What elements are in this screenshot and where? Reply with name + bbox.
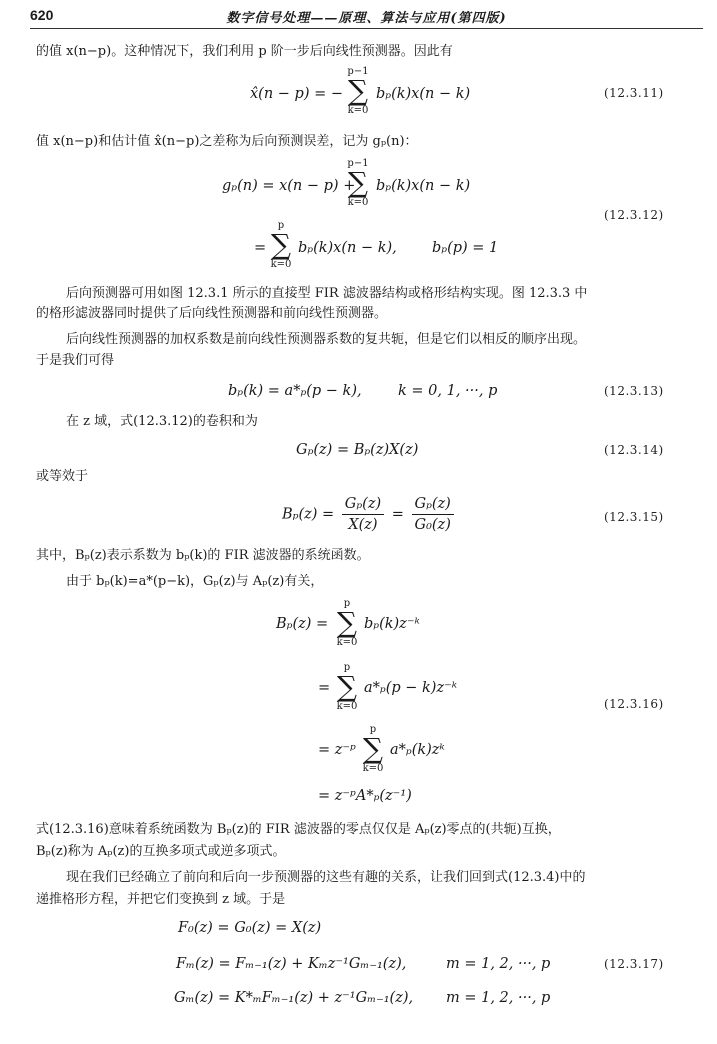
page-number: 620 bbox=[30, 7, 54, 23]
paragraph-10-line-1: 现在我们已经确立了前向和后向一步预测器的这些有趣的关系，让我们回到式(12.3.4)中的 bbox=[66, 870, 586, 885]
eq16-upper-1: p bbox=[343, 598, 351, 609]
eq16-sum-1 bbox=[334, 598, 360, 648]
eq16-line4: = z⁻ᵖA*ₚ(z⁻¹) bbox=[318, 788, 412, 804]
eq11-lhs: x̂(n − p) = − bbox=[250, 86, 343, 102]
eq12-lower-1: k=0 bbox=[347, 197, 369, 208]
paragraph-5: 在 z 域，式(12.3.12)的卷积和为 bbox=[66, 414, 258, 429]
eq12-number: (12.3.12) bbox=[604, 208, 664, 222]
paragraph-2: 值 x(n−p)和估计值 x̂(n−p)之差称为后向预测误差，记为 gₚ(n)： bbox=[36, 134, 418, 149]
eq15-num-2: Gₚ(z) bbox=[412, 495, 454, 515]
eq15-fraction-1 bbox=[342, 495, 384, 534]
eq16-lower-3: k=0 bbox=[362, 763, 384, 774]
eq17-line3: Gₘ(z) = K*ₘFₘ₋₁(z) + z⁻¹Gₘ₋₁(z), bbox=[174, 990, 414, 1006]
paragraph-3-line-1: 后向预测器可用如图 12.3.1 所示的直接型 FIR 滤波器结构或格形结构实现。图 12.3.3 中 bbox=[66, 286, 588, 301]
eq16-line3-rhs: a*ₚ(k)zᵏ bbox=[390, 742, 445, 758]
sigma-symbol: ∑ bbox=[348, 166, 368, 199]
eq12-lower-2: k=0 bbox=[270, 259, 292, 270]
paragraph-9-line-1: 式(12.3.16)意味着系统函数为 Bₚ(z)的 FIR 滤波器的零点仅仅是 Aₚ(z)零点的(共轭)互换， bbox=[36, 822, 561, 837]
eq12-line1-rhs: bₚ(k)x(n − k) bbox=[376, 178, 471, 194]
eq13-cond: k = 0, 1, ···, p bbox=[398, 383, 498, 399]
eq12-line1-lhs: gₚ(n) = x(n − p) + bbox=[222, 178, 356, 194]
paragraph-6: 或等效于 bbox=[36, 469, 89, 484]
sigma-symbol: ∑ bbox=[363, 732, 383, 765]
eq17-line2: Fₘ(z) = Fₘ₋₁(z) + Kₘz⁻¹Gₘ₋₁(z), bbox=[176, 956, 407, 972]
eq11-number: (12.3.11) bbox=[604, 86, 664, 100]
paragraph-7: 其中，Bₚ(z)表示系数为 bₚ(k)的 FIR 滤波器的系统函数。 bbox=[36, 548, 370, 563]
sigma-symbol: ∑ bbox=[337, 670, 357, 703]
eq16-line3-lhs: = z⁻ᵖ bbox=[318, 742, 356, 758]
eq14-number: (12.3.14) bbox=[604, 443, 664, 457]
eq16-upper-3: p bbox=[369, 724, 377, 735]
eq11-upper: p−1 bbox=[347, 66, 369, 77]
eq12-line2-rhs: bₚ(k)x(n − k), bbox=[298, 240, 397, 256]
eq12-sum-1 bbox=[345, 158, 371, 208]
eq11-lower: k=0 bbox=[347, 105, 369, 116]
paragraph-1: 的值 x(n−p)。这种情况下，我们利用 p 阶一步后向线性预测器。因此有 bbox=[36, 44, 453, 59]
eq15-den-1: X(z) bbox=[348, 517, 378, 533]
eq15-number: (12.3.15) bbox=[604, 510, 664, 524]
eq15-fraction-2 bbox=[412, 495, 454, 534]
eq17-line3-cond: m = 1, 2, ···, p bbox=[446, 990, 551, 1006]
eq12-line2-cond: bₚ(p) = 1 bbox=[432, 240, 499, 256]
paragraph-4-line-1: 后向线性预测器的加权系数是前向线性预测器系数的复共轭，但是它们以相反的顺序出现。 bbox=[66, 332, 587, 347]
sigma-symbol: ∑ bbox=[337, 606, 357, 639]
eq16-line2-lhs: = bbox=[318, 680, 331, 696]
eq16-line1-lhs: Bₚ(z) = bbox=[276, 616, 329, 632]
eq12-upper-1: p−1 bbox=[347, 158, 369, 169]
paragraph-3-line-2: 的格形滤波器同时提供了后向线性预测器和前向线性预测器。 bbox=[36, 306, 388, 321]
sigma-symbol: ∑ bbox=[348, 74, 368, 107]
eq11-sum bbox=[345, 66, 371, 116]
eq14-body: Gₚ(z) = Bₚ(z)X(z) bbox=[296, 442, 419, 458]
running-title: 数字信号处理——原理、算法与应用(第四版) bbox=[226, 11, 507, 26]
eq16-sum-3 bbox=[360, 724, 386, 774]
eq17-number: (12.3.17) bbox=[604, 957, 664, 971]
eq15-lhs: Bₚ(z) = bbox=[282, 506, 335, 523]
eq15-num-1: Gₚ(z) bbox=[342, 495, 384, 515]
eq16-lower-1: k=0 bbox=[336, 637, 358, 648]
eq16-line2-rhs: a*ₚ(p − k)z⁻ᵏ bbox=[364, 680, 458, 696]
eq17-line2-cond: m = 1, 2, ···, p bbox=[446, 956, 551, 972]
eq15-row bbox=[282, 495, 457, 534]
eq15-den-2: G₀(z) bbox=[414, 517, 451, 533]
sigma-symbol: ∑ bbox=[271, 228, 291, 261]
eq12-line2-lhs: = bbox=[254, 240, 267, 256]
eq16-upper-2: p bbox=[343, 662, 351, 673]
eq15-equals: = bbox=[391, 506, 404, 523]
eq13-number: (12.3.13) bbox=[604, 384, 664, 398]
eq16-line1-rhs: bₚ(k)z⁻ᵏ bbox=[364, 616, 420, 632]
eq12-upper-2: p bbox=[277, 220, 285, 231]
eq16-sum-2 bbox=[334, 662, 360, 712]
eq17-line1: F₀(z) = G₀(z) = X(z) bbox=[178, 920, 322, 936]
eq13-body: bₚ(k) = a*ₚ(p − k), bbox=[228, 383, 362, 399]
paragraph-8: 由于 bₚ(k)=a*(p−k)，Gₚ(z)与 Aₚ(z)有关， bbox=[66, 574, 324, 589]
eq16-number: (12.3.16) bbox=[604, 697, 664, 711]
eq16-lower-2: k=0 bbox=[336, 701, 358, 712]
paragraph-10-line-2: 递推格形方程，并把它们变换到 z 域。于是 bbox=[36, 892, 286, 907]
eq11-rhs: bₚ(k)x(n − k) bbox=[376, 86, 471, 102]
page-header bbox=[30, 6, 703, 29]
paragraph-4-line-2: 于是我们可得 bbox=[36, 353, 115, 368]
paragraph-9-line-2: Bₚ(z)称为 Aₚ(z)的互换多项式或逆多项式。 bbox=[36, 844, 286, 859]
eq12-sum-2 bbox=[268, 220, 294, 270]
